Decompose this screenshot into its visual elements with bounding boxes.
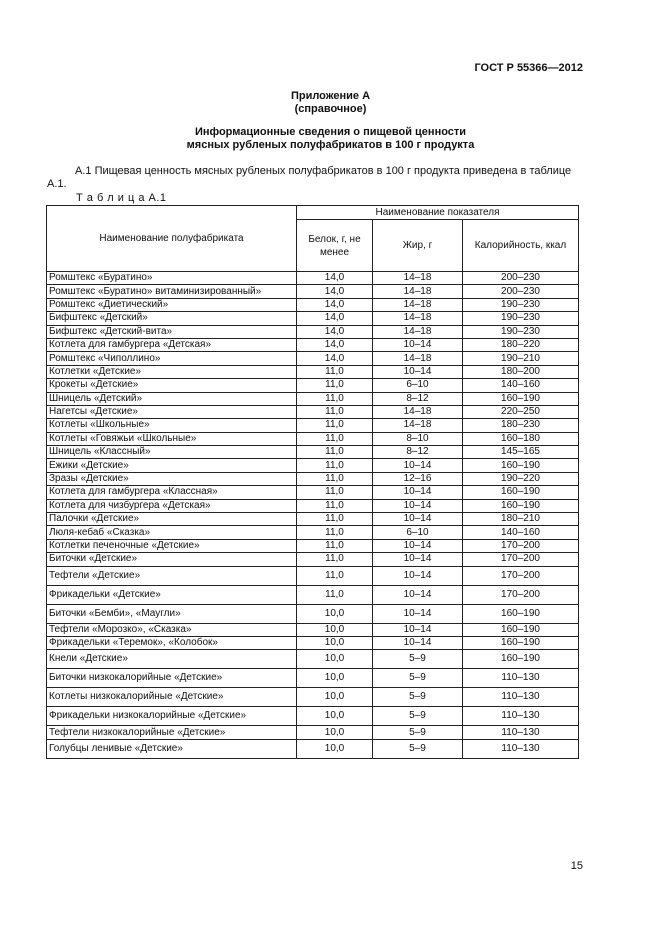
cell-product-name: Тефтели «Детские»	[47, 566, 297, 585]
table-row	[47, 312, 579, 325]
cell-product-name: Биточки «Детские»	[47, 553, 297, 566]
cell-fat: 14–18	[373, 419, 463, 432]
cell-product-name: Котлеты «Говяжьи «Школьные»	[47, 432, 297, 445]
cell-calories: 140–160	[463, 379, 579, 392]
cell-fat: 5–9	[373, 726, 463, 739]
cell-protein: 14,0	[297, 272, 373, 285]
cell-product-name: Шницель «Детский»	[47, 392, 297, 405]
cell-fat: 5–9	[373, 650, 463, 669]
table-row	[47, 379, 579, 392]
cell-product-name: Ромштекс «Диетический»	[47, 298, 297, 311]
table-row	[47, 446, 579, 459]
table-row	[47, 486, 579, 499]
cell-calories: 190–210	[463, 352, 579, 365]
table-row	[47, 739, 579, 758]
info-title-line2: мясных рубленых полуфабрикатов в 100 г продукта	[186, 139, 475, 151]
cell-calories: 110–130	[463, 707, 579, 726]
cell-fat: 14–18	[373, 285, 463, 298]
table-row	[47, 707, 579, 726]
cell-calories: 170–200	[463, 585, 579, 604]
cell-protein: 10,0	[297, 604, 373, 623]
cell-protein: 11,0	[297, 513, 373, 526]
cell-calories: 170–200	[463, 539, 579, 552]
cell-protein: 11,0	[297, 446, 373, 459]
header-fat: Жир, г	[373, 220, 463, 272]
cell-product-name: Тефтели «Морозко», «Сказка»	[47, 623, 297, 636]
table-row	[47, 352, 579, 365]
cell-protein: 10,0	[297, 726, 373, 739]
cell-protein: 11,0	[297, 432, 373, 445]
cell-protein: 14,0	[297, 325, 373, 338]
cell-calories: 110–130	[463, 726, 579, 739]
nutrition-table	[46, 205, 579, 759]
cell-protein: 11,0	[297, 486, 373, 499]
cell-fat: 14–18	[373, 405, 463, 418]
cell-fat: 10–14	[373, 566, 463, 585]
table-row	[47, 285, 579, 298]
cell-product-name: Биточки «Бемби», «Маугли»	[47, 604, 297, 623]
cell-fat: 10–14	[373, 636, 463, 649]
cell-product-name: Котлета для гамбургера «Детская»	[47, 338, 297, 351]
table-row	[47, 365, 579, 378]
table-row	[47, 405, 579, 418]
table-row	[47, 636, 579, 649]
cell-product-name: Котлеты низкокалорийные «Детские»	[47, 688, 297, 707]
table-row	[47, 526, 579, 539]
table-row	[47, 459, 579, 472]
table-row	[47, 472, 579, 485]
cell-fat: 8–12	[373, 392, 463, 405]
table-row	[47, 604, 579, 623]
cell-protein: 11,0	[297, 566, 373, 585]
cell-calories: 160–190	[463, 392, 579, 405]
cell-calories: 160–190	[463, 604, 579, 623]
cell-fat: 5–9	[373, 669, 463, 688]
cell-calories: 160–190	[463, 486, 579, 499]
cell-fat: 8–12	[373, 446, 463, 459]
table-row	[47, 499, 579, 512]
cell-calories: 200–230	[463, 272, 579, 285]
appendix-subtitle: (справочное)	[294, 103, 367, 115]
header-calories: Калорийность, ккал	[463, 220, 579, 272]
cell-product-name: Ромштекс «Буратино»	[47, 272, 297, 285]
cell-calories: 160–180	[463, 432, 579, 445]
table-row	[47, 513, 579, 526]
header-product-name: Наименование полуфабриката	[47, 206, 297, 272]
cell-calories: 110–130	[463, 739, 579, 758]
table-row	[47, 298, 579, 311]
cell-calories: 170–200	[463, 553, 579, 566]
cell-fat: 5–9	[373, 739, 463, 758]
cell-calories: 140–160	[463, 526, 579, 539]
cell-protein: 14,0	[297, 298, 373, 311]
cell-protein: 10,0	[297, 707, 373, 726]
table-row	[47, 726, 579, 739]
table-row	[47, 650, 579, 669]
cell-fat: 8–10	[373, 432, 463, 445]
cell-fat: 10–14	[373, 499, 463, 512]
cell-calories: 220–250	[463, 405, 579, 418]
table-row	[47, 688, 579, 707]
cell-fat: 12–16	[373, 472, 463, 485]
cell-product-name: Котлеты «Школьные»	[47, 419, 297, 432]
cell-calories: 190–220	[463, 472, 579, 485]
cell-fat: 5–9	[373, 707, 463, 726]
page-number: 15	[570, 860, 583, 872]
cell-product-name: Бифштекс «Детский»	[47, 312, 297, 325]
cell-protein: 14,0	[297, 285, 373, 298]
cell-protein: 14,0	[297, 312, 373, 325]
cell-product-name: Котлета для гамбургера «Классная»	[47, 486, 297, 499]
cell-calories: 180–200	[463, 365, 579, 378]
cell-fat: 10–14	[373, 539, 463, 552]
cell-calories: 200–230	[463, 285, 579, 298]
cell-product-name: Фрикадельки «Теремок», «Колобок»	[47, 636, 297, 649]
cell-protein: 10,0	[297, 650, 373, 669]
appendix-heading	[0, 90, 661, 116]
cell-fat: 10–14	[373, 604, 463, 623]
cell-fat: 14–18	[373, 298, 463, 311]
table-row	[47, 539, 579, 552]
cell-protein: 11,0	[297, 553, 373, 566]
document-code: ГОСТ Р 55366—2012	[474, 62, 583, 74]
appendix-title: Приложение А	[290, 90, 371, 102]
table-row	[47, 553, 579, 566]
cell-product-name: Котлетки печеночные «Детские»	[47, 539, 297, 552]
table-row	[47, 585, 579, 604]
cell-protein: 14,0	[297, 352, 373, 365]
table-row	[47, 272, 579, 285]
cell-protein: 10,0	[297, 688, 373, 707]
cell-protein: 11,0	[297, 419, 373, 432]
cell-product-name: Бифштекс «Детский-вита»	[47, 325, 297, 338]
cell-protein: 11,0	[297, 539, 373, 552]
cell-protein: 11,0	[297, 526, 373, 539]
cell-calories: 190–230	[463, 325, 579, 338]
cell-fat: 10–14	[373, 365, 463, 378]
cell-fat: 10–14	[373, 623, 463, 636]
cell-fat: 6–10	[373, 379, 463, 392]
intro-paragraph: А.1 Пищевая ценность мясных рубленых полуфабрикатов в 100 г продукта приведена в таблице А.1.	[47, 165, 572, 190]
info-title-line1: Информационные сведения о пищевой ценности	[194, 126, 467, 138]
cell-fat: 14–18	[373, 325, 463, 338]
table-row	[47, 338, 579, 351]
cell-product-name: Нагетсы «Детские»	[47, 405, 297, 418]
cell-calories: 110–130	[463, 669, 579, 688]
table-row	[47, 669, 579, 688]
cell-fat: 5–9	[373, 688, 463, 707]
cell-calories: 160–190	[463, 650, 579, 669]
cell-product-name: Ромштекс «Буратино» витаминизированный»	[47, 285, 297, 298]
cell-calories: 180–230	[463, 419, 579, 432]
cell-protein: 11,0	[297, 379, 373, 392]
cell-calories: 160–190	[463, 623, 579, 636]
cell-product-name: Голубцы ленивые «Детские»	[47, 739, 297, 758]
header-protein: Белок, г, не менее	[297, 220, 373, 272]
table-row	[47, 419, 579, 432]
cell-calories: 160–190	[463, 459, 579, 472]
cell-product-name: Котлетки «Детские»	[47, 365, 297, 378]
table-row	[47, 623, 579, 636]
cell-product-name: Фрикадельки «Детские»	[47, 585, 297, 604]
table-row	[47, 566, 579, 585]
cell-calories: 190–230	[463, 298, 579, 311]
cell-fat: 10–14	[373, 459, 463, 472]
cell-fat: 14–18	[373, 312, 463, 325]
cell-protein: 10,0	[297, 623, 373, 636]
cell-calories: 170–200	[463, 566, 579, 585]
cell-protein: 11,0	[297, 472, 373, 485]
table-row	[47, 325, 579, 338]
cell-calories: 160–190	[463, 499, 579, 512]
cell-protein: 11,0	[297, 459, 373, 472]
cell-product-name: Тефтели низкокалорийные «Детские»	[47, 726, 297, 739]
cell-calories: 190–230	[463, 312, 579, 325]
cell-protein: 10,0	[297, 739, 373, 758]
cell-protein: 11,0	[297, 392, 373, 405]
cell-protein: 11,0	[297, 405, 373, 418]
table-row	[47, 432, 579, 445]
table-row	[47, 392, 579, 405]
cell-fat: 10–14	[373, 486, 463, 499]
cell-fat: 14–18	[373, 272, 463, 285]
cell-product-name: Люля-кебаб «Сказка»	[47, 526, 297, 539]
cell-product-name: Котлета для чизбургера «Детская»	[47, 499, 297, 512]
cell-fat: 14–18	[373, 352, 463, 365]
cell-calories: 160–190	[463, 636, 579, 649]
cell-fat: 6–10	[373, 526, 463, 539]
cell-fat: 10–14	[373, 513, 463, 526]
cell-product-name: Ежики «Детские»	[47, 459, 297, 472]
cell-calories: 110–130	[463, 688, 579, 707]
cell-product-name: Шницель «Классный»	[47, 446, 297, 459]
cell-product-name: Зразы «Детские»	[47, 472, 297, 485]
cell-protein: 11,0	[297, 499, 373, 512]
table-body	[47, 272, 579, 759]
cell-fat: 10–14	[373, 585, 463, 604]
cell-protein: 10,0	[297, 636, 373, 649]
cell-calories: 180–220	[463, 338, 579, 351]
info-heading	[0, 126, 661, 152]
cell-product-name: Крокеты «Детские»	[47, 379, 297, 392]
cell-product-name: Фрикадельки низкокалорийные «Детские»	[47, 707, 297, 726]
cell-product-name: Палочки «Детские»	[47, 513, 297, 526]
cell-product-name: Биточки низкокалорийные «Детские»	[47, 669, 297, 688]
table-label: Т а б л и ц а А.1	[76, 192, 167, 204]
cell-product-name: Кнели «Детские»	[47, 650, 297, 669]
header-indicator-group: Наименование показателя	[297, 206, 579, 220]
cell-protein: 14,0	[297, 338, 373, 351]
cell-protein: 10,0	[297, 669, 373, 688]
cell-fat: 10–14	[373, 553, 463, 566]
cell-protein: 11,0	[297, 585, 373, 604]
cell-product-name: Ромштекс «Чиполлино»	[47, 352, 297, 365]
cell-calories: 145–165	[463, 446, 579, 459]
cell-fat: 10–14	[373, 338, 463, 351]
cell-protein: 11,0	[297, 365, 373, 378]
cell-calories: 180–210	[463, 513, 579, 526]
